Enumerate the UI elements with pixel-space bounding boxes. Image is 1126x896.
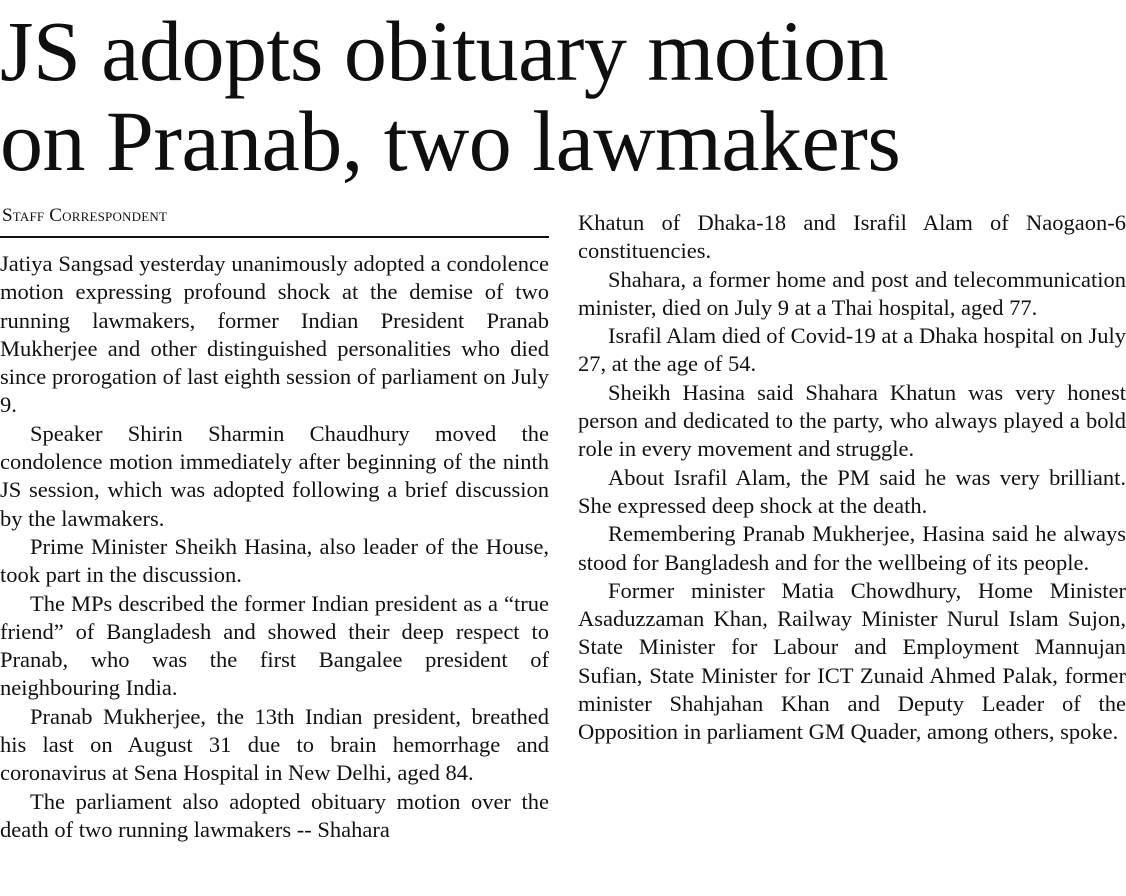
paragraph: Shahara, a former home and post and telecommunication minister, died on July 9 at a Thai hospital, aged 77. bbox=[578, 266, 1126, 320]
byline: Staff Correspondent bbox=[2, 205, 168, 226]
article-column-left bbox=[0, 250, 549, 844]
paragraph: The MPs described the former Indian president as a “true friend” of Bangladesh and showed their deep respect to Pranab, who was the first Bangalee president of neighbouring India. bbox=[0, 590, 549, 701]
paragraph: Jatiya Sangsad yesterday unanimously adopted a condolence motion expressing profound shock at the demise of two running lawmakers, former Indian President Pranab Mukherjee and other distinguished personalities who died since prorogation of last eighth session of parliament on July 9. bbox=[0, 251, 549, 418]
paragraph: Prime Minister Sheikh Hasina, also leader of the House, took part in the discussion. bbox=[0, 533, 549, 588]
headline-line-1: JS adopts obituary motion bbox=[0, 3, 889, 99]
paragraph: Former minister Matia Chowdhury, Home Minister Asaduzzaman Khan, Railway Minister Nurul Islam Sujon, State Minister for Labour and Employment Mannujan Sufian, State Minister for ICT Zunaid Ahmed Palak, former minister Shahjahan Khan and Deputy Leader of the Opposition in parliament GM Quader, among others, spoke. bbox=[578, 577, 1126, 745]
paragraph: Israfil Alam died of Covid-19 at a Dhaka hospital on July 27, at the age of 54. bbox=[578, 323, 1126, 377]
paragraph: Pranab Mukherjee, the 13th Indian president, breathed his last on August 31 due to brain hemorrhage and coronavirus at Sena Hospital in New Delhi, aged 84. bbox=[0, 703, 549, 786]
paragraph: Sheikh Hasina said Shahara Khatun was very honest person and dedicated to the party, who always played a bold role in every movement and struggle. bbox=[578, 379, 1126, 462]
paragraph: Remembering Pranab Mukherjee, Hasina said he always stood for Bangladesh and for the wellbeing of its people. bbox=[578, 521, 1126, 575]
paragraph: About Israfil Alam, the PM said he was very brilliant. She expressed deep shock at the death. bbox=[578, 464, 1126, 518]
headline bbox=[0, 3, 1126, 189]
paragraph-continuation: Khatun of Dhaka-18 and Israfil Alam of Naogaon-6 constituencies. bbox=[578, 210, 1126, 264]
byline-divider bbox=[0, 236, 549, 238]
paragraph: Speaker Shirin Sharmin Chaudhury moved the condolence motion immediately after beginning of the ninth JS session, which was adopted following a brief discussion by the lawmakers. bbox=[0, 420, 549, 531]
article-column-right bbox=[578, 209, 1126, 747]
headline-line-2: on Pranab, two lawmakers bbox=[0, 93, 901, 189]
paragraph: The parliament also adopted obituary motion over the death of two running lawmakers -- Shahara bbox=[0, 788, 549, 842]
